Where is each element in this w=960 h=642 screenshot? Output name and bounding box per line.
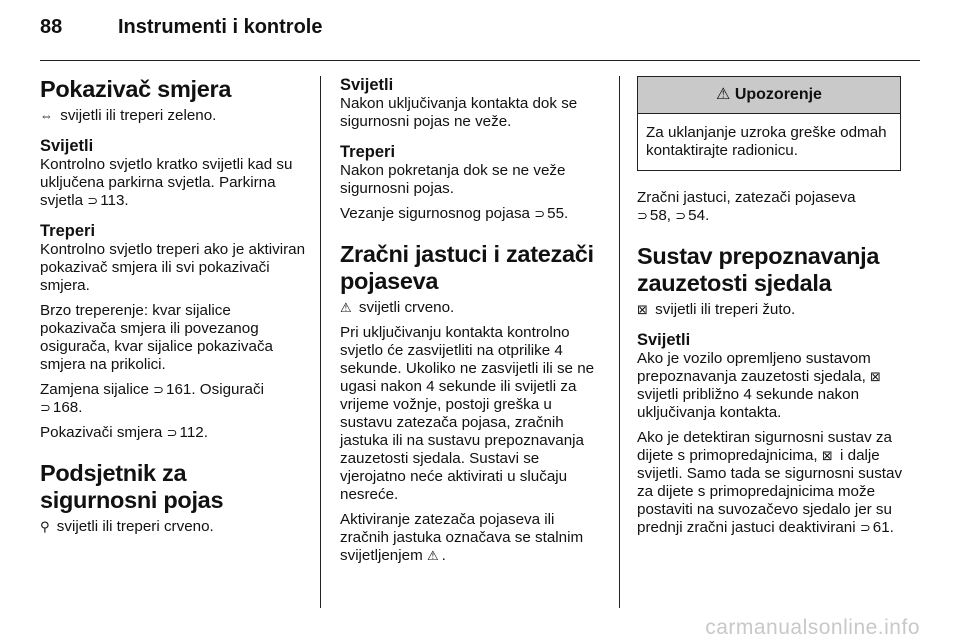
- heading-airbags: Zračni jastuci i zatezači pojaseva: [340, 241, 594, 294]
- page-ref-link[interactable]: 168.: [52, 399, 83, 416]
- paragraph-airbag-activated: Aktiviranje zatezača pojaseva ili zračnih jastuka označava se stalnim svijetljenjem ⚠ .: [340, 511, 584, 564]
- page-ref-link[interactable]: 113.: [100, 192, 129, 209]
- paragraph-occupancy-light: ⊠ svijetli ili treperi žuto.: [637, 301, 796, 318]
- page-ref-link[interactable]: 54.: [688, 207, 710, 224]
- page-ref-icon: ⊃: [534, 206, 546, 221]
- page-ref-icon: ⊃: [153, 382, 165, 397]
- heading-seatbelt-reminder: Podsjetnik za sigurnosni pojas: [40, 460, 224, 513]
- warning-box: [637, 76, 901, 171]
- paragraph-bulb-replacement: Zamjena sijalice ⊃ 161. Osigurači ⊃ 168.: [40, 381, 264, 416]
- column-1: [40, 76, 308, 543]
- page-ref-icon: ⊃: [859, 520, 871, 535]
- heading-seat-occupancy: Sustav prepoznavanja zauzetosti sjedala: [637, 243, 880, 296]
- column-divider-2: [619, 76, 620, 608]
- page-ref-link[interactable]: 112.: [179, 424, 208, 441]
- subheading-lit: Svijetli: [340, 76, 394, 94]
- page-ref-link[interactable]: 161. Osigurači: [166, 381, 264, 398]
- paragraph-turn-signal: ⇔ svijetli ili treperi zeleno.: [40, 107, 217, 124]
- page-number: 88: [40, 16, 63, 38]
- paragraph-occupancy-lit: Ako je vozilo opremljeno sustavom prepoznavanja zauzetosti sjedala, ⊠ svijetli približno 4 sekunde nakon uključivanja kontakta.: [637, 350, 881, 421]
- paragraph-occupancy-detected: Ako je detektiran sigurnosni sustav za dijete s primopredajnicima, ⊠ i dalje svijetli. Samo tada se sigurnosni sustav za dijete s primopredajnicima može postaviti na suvozačevo sjedalo jer su prednji zračni jastuci deaktivirani ⊃ 61.: [637, 429, 903, 536]
- warning-title: Upozorenje: [734, 86, 822, 103]
- column-3: [637, 76, 903, 544]
- warning-header: [638, 77, 900, 114]
- page-header: [40, 16, 920, 56]
- heading-turn-signal: Pokazivač smjera: [40, 76, 232, 102]
- warning-icon: ⚠: [716, 86, 731, 103]
- paragraph-flashing: Nakon pokretanja dok se ne veže sigurnosni pojas.: [340, 162, 566, 197]
- column-2: [340, 76, 606, 572]
- column-divider-1: [320, 76, 321, 608]
- page-ref-link[interactable]: 55.: [547, 205, 569, 222]
- paragraph-indicators: Pokazivači smjera ⊃ 112.: [40, 424, 208, 441]
- page-title: Instrumenti i kontrole: [118, 16, 323, 38]
- page-ref-icon: ⊃: [675, 208, 687, 223]
- paragraph-fast-flashing: Brzo treperenje: kvar sijalice pokazivača smjera ili povezanog osigurača, kvar sijalice pokazivača smjera na prikolici.: [40, 302, 273, 373]
- seatbelt-icon: ⚲: [40, 519, 50, 534]
- page-ref-icon: ⊃: [87, 193, 99, 208]
- paragraph-airbag-refs: Zračni jastuci, zatezači pojaseva ⊃ 58, ⊃ 54.: [637, 189, 856, 224]
- header-divider: [40, 60, 920, 61]
- subheading-flashing: Treperi: [340, 143, 396, 161]
- paragraph-airbag-light: ⚠ svijetli crveno.: [340, 299, 455, 316]
- paragraph-airbag-startup: Pri uključivanju kontakta kontrolno svjetlo će zasvijetliti na otprilike 4 sekunde. Ukoliko ne zasvijetli ili se ne ugasi nakon 4 sekunde ili svijetli za vrijeme vožnje, postoji greška u sustavu zatezača pojasa, zračnih jastuka ili na sustavu prepoznavanja zauzetosti sjedala. Sustavi se vjerojatno neće aktivirati u slučaju nesreće.: [340, 324, 595, 503]
- subheading-lit: Svijetli: [40, 137, 94, 155]
- watermark: carmanualsonline.info: [705, 616, 920, 639]
- page-ref-icon: ⊃: [637, 208, 648, 223]
- page-ref-link[interactable]: 61.: [872, 519, 894, 536]
- airbag-icon: ⚠: [426, 548, 439, 563]
- airbag-icon: ⚠: [340, 300, 352, 315]
- paragraph-seatbelt-reminder: ⚲ svijetli ili treperi crveno.: [40, 518, 214, 535]
- seat-occupancy-icon: ⊠: [637, 302, 648, 317]
- paragraph-lit: Nakon uključivanja kontakta dok se sigurnosni pojas ne veže.: [340, 95, 578, 130]
- paragraph-flashing: Kontrolno svjetlo treperi ako je aktiviran pokazivač smjera ili svi pokazivači smjera.: [40, 241, 306, 294]
- seat-occupancy-icon: ⊠: [870, 369, 881, 384]
- paragraph-lit: Kontrolno svjetlo kratko svijetli kad su uključena parkirna svjetla. Parkirna svjetla ⊃ 113.: [40, 156, 293, 209]
- subheading-flashing: Treperi: [40, 222, 96, 240]
- turn-signal-icon: ⇔: [40, 108, 53, 123]
- page-ref-icon: ⊃: [40, 400, 51, 415]
- page-ref-icon: ⊃: [166, 425, 178, 440]
- seat-occupancy-icon: ⊠: [821, 448, 833, 463]
- warning-text: Za uklanjanje uzroka greške odmah kontaktirajte radionicu.: [646, 124, 887, 159]
- subheading-lit: Svijetli: [637, 331, 691, 349]
- page-ref-link[interactable]: 58,: [649, 207, 672, 224]
- paragraph-fasten-belt: Vezanje sigurnosnog pojasa ⊃ 55.: [340, 205, 569, 222]
